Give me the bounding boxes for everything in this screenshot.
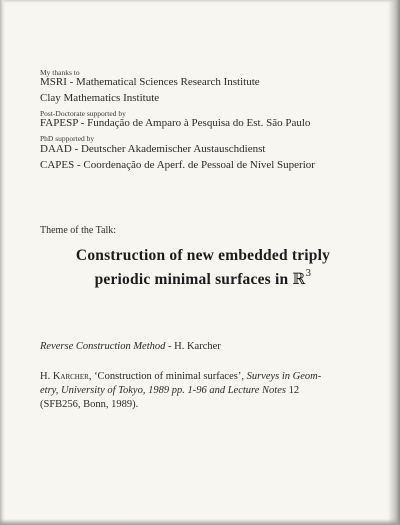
reference-journal-end: etry, University of Tokyo, 1989 pp. 1-96 and Lecture Notes — [40, 385, 286, 396]
page-top-shadow — [0, 0, 400, 3]
method-separator: - — [165, 341, 175, 352]
reference-author: H. Karcher — [40, 371, 89, 382]
page-left-shadow — [0, 0, 5, 525]
r3-symbol — [292, 270, 311, 288]
r3-letter: ℝ — [292, 270, 306, 288]
talk-title — [40, 246, 366, 289]
talk-title-line-2 — [40, 265, 366, 289]
reference-line-2 — [40, 384, 360, 398]
r3-exponent: 3 — [305, 269, 312, 279]
method-name: Reverse Construction Method — [40, 341, 166, 352]
page-right-shadow — [388, 0, 400, 525]
msri-line: MSRI - Mathematical Sciences Research Institute — [40, 76, 260, 88]
capes-line: CAPES - Coordenação de Aperf. de Pessoal de Nível Superior — [40, 159, 315, 171]
talk-title-line-1: Construction of new embedded triply — [75, 247, 331, 264]
talk-title-line-2-text: periodic minimal surfaces in — [94, 271, 289, 288]
reference-line-3: (SFB256, Bonn, 1989). — [40, 399, 139, 410]
reference-line-1 — [40, 370, 360, 384]
reference-title: , ‘Construction of minimal surfaces’, — [88, 371, 247, 382]
page-bottom-shadow — [0, 519, 400, 525]
clay-line: Clay Mathematics Institute — [40, 92, 160, 104]
method-line — [40, 340, 221, 353]
phd-label: PhD supported by — [40, 134, 95, 143]
thanks-label: My thanks to — [40, 68, 80, 77]
reference-journal-start: Surveys in Geom- — [246, 371, 322, 382]
postdoc-label: Post-Doctorate supported by — [40, 109, 126, 118]
theme-label: Theme of the Talk: — [40, 225, 117, 236]
fapesp-line: FAPESP - Fundação de Amparo à Pesquisa do Est. São Paulo — [40, 117, 311, 129]
daad-line: DAAD - Deutscher Akademischer Austauschdienst — [40, 143, 266, 155]
reference-block — [40, 370, 360, 412]
reference-number: 12 — [285, 385, 300, 396]
method-author: H. Karcher — [174, 341, 221, 352]
